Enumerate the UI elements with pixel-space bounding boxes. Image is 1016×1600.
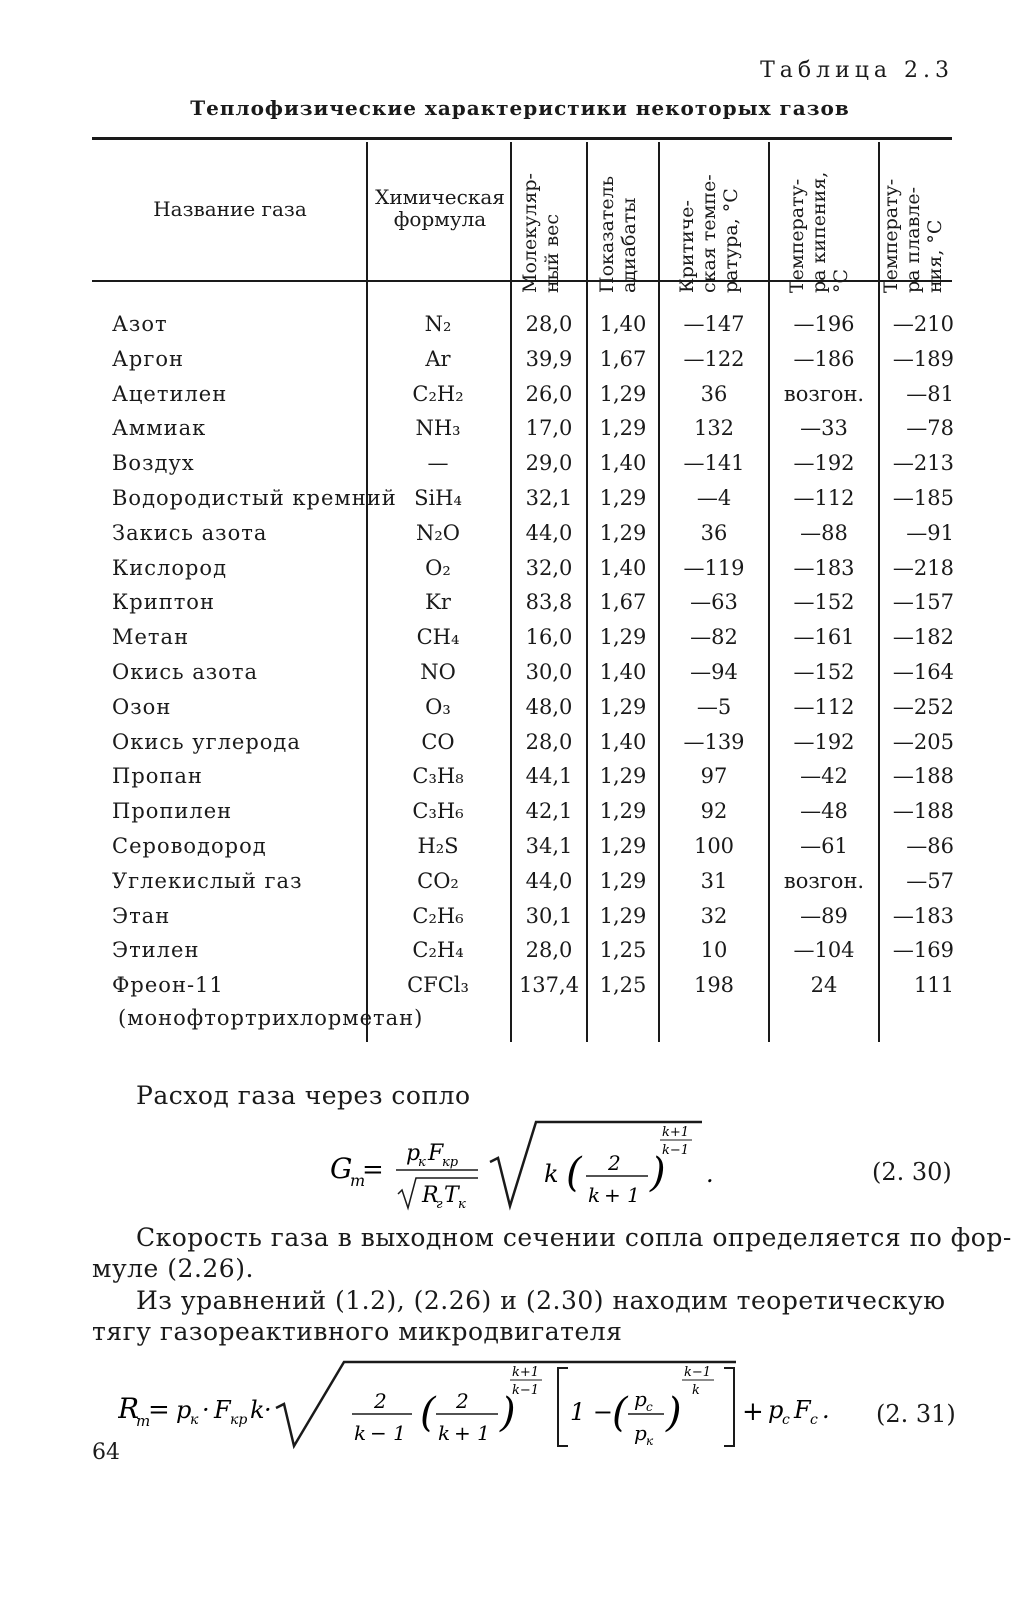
cell-k: 1,25 (599, 938, 647, 963)
svg-text:k: k (588, 1183, 601, 1207)
table-row (0, 556, 1016, 591)
cell-name: Этан (112, 903, 171, 928)
cell-crit: 32 (700, 903, 728, 928)
cell-melt: —188 (892, 799, 954, 824)
svg-text:T: T (444, 1183, 459, 1208)
table-row (0, 451, 1016, 486)
cell-formula: SiH₄ (414, 486, 462, 510)
cell-melt: —210 (892, 312, 954, 336)
cell-boil: —61 (800, 834, 848, 858)
svg-text:к: к (646, 1434, 654, 1448)
cell-mol: 44,0 (525, 520, 573, 545)
svg-text:F: F (214, 1396, 231, 1424)
cell-name: Криптон (112, 590, 215, 615)
cell-melt: —86 (906, 834, 954, 858)
svg-text:k: k (692, 1383, 700, 1398)
table-row (0, 521, 1016, 556)
cell-name: Метан (112, 625, 190, 650)
table-row (0, 695, 1016, 730)
cell-k: 1,67 (599, 346, 647, 371)
cell-crit: —147 (683, 312, 745, 336)
cell-name: Аммиак (112, 416, 207, 441)
cell-name: Этилен (112, 938, 200, 963)
cell-melt: —189 (892, 346, 954, 371)
cell-formula: C₂H₂ (412, 381, 464, 406)
svg-text:=: = (362, 1155, 384, 1185)
cell-boil: —161 (793, 625, 855, 650)
cell-boil: —112 (793, 486, 855, 510)
cell-mol: 30,0 (525, 660, 573, 684)
cell-boil: —152 (793, 590, 855, 615)
table-row (0, 382, 1016, 417)
svg-text:1 −: 1 − (570, 1398, 614, 1426)
table-row (0, 416, 1016, 451)
svg-text:(: ( (420, 1390, 436, 1436)
cell-mol: 32,0 (525, 555, 573, 580)
svg-text:G: G (330, 1152, 353, 1185)
cell-k: 1,29 (599, 520, 647, 545)
table-row (0, 660, 1016, 695)
cell-formula: N₂O (415, 520, 460, 545)
table-row (0, 486, 1016, 521)
svg-text:F: F (428, 1141, 444, 1166)
cell-mol: 39,9 (525, 346, 573, 371)
header-boil: Температу- ра кипения, °С (786, 171, 852, 293)
cell-k: 1,67 (599, 590, 647, 615)
cell-melt: —252 (892, 694, 954, 719)
cell-k: 1,29 (599, 834, 647, 858)
formula-2-30 (330, 1118, 730, 1218)
cell-name: Фреон-11 (112, 973, 224, 998)
header-name: Название газа (153, 197, 307, 221)
para-2-line-1: Скорость газа в выходном сечении сопла определяется по фор- (136, 1223, 1012, 1252)
cell-formula: O₃ (425, 694, 451, 719)
cell-formula: O₂ (425, 555, 451, 580)
cell-mol: 44,0 (525, 868, 573, 893)
cell-k: 1,29 (599, 694, 647, 719)
cell-boil: —186 (793, 346, 855, 371)
cell-name: Пропан (112, 764, 203, 789)
table-row (0, 799, 1016, 834)
svg-text:p: p (634, 1387, 647, 1411)
cell-name: Воздух (112, 451, 195, 476)
svg-text:k−1: k−1 (512, 1383, 540, 1398)
cell-name: Окись углерода (112, 729, 301, 754)
svg-text:.: . (822, 1396, 830, 1424)
cell-melt: —78 (906, 416, 954, 441)
table-title: Теплофизические характеристики некоторых газов (190, 96, 850, 120)
cell-formula: C₂H₄ (412, 938, 464, 963)
cell-crit: 36 (700, 381, 728, 406)
cell-k: 1,40 (599, 660, 647, 684)
formula-2-31 (118, 1356, 858, 1456)
cell-mol: 30,1 (525, 903, 573, 928)
cell-boil: возгон. (783, 868, 865, 893)
cell-crit: 31 (700, 868, 728, 893)
table-row (0, 834, 1016, 869)
cell-mol: 28,0 (525, 938, 573, 963)
cell-formula: Kr (425, 590, 451, 615)
cell-k: 1,29 (599, 416, 647, 441)
cell-melt: —213 (892, 451, 954, 476)
cell-melt: —164 (892, 660, 954, 684)
cell-mol: 32,1 (525, 486, 573, 510)
cell-mol: 48,0 (525, 694, 573, 719)
svg-text:k−1: k−1 (662, 1143, 690, 1158)
cell-k: 1,29 (599, 486, 647, 510)
para-2-line-2: муле (2.26). (92, 1254, 254, 1283)
svg-text:k+1: k+1 (662, 1125, 690, 1140)
cell-formula: NH₃ (415, 416, 461, 441)
cell-crit: —139 (683, 729, 745, 754)
cell-name: Озон (112, 694, 172, 719)
cell-melt: —205 (892, 729, 954, 754)
svg-text:k: k (250, 1396, 265, 1424)
svg-text:): ) (666, 1390, 682, 1436)
cell-boil: —192 (793, 451, 855, 476)
cell-k: 1,40 (599, 555, 647, 580)
svg-text:с: с (646, 1400, 653, 1414)
table-row (0, 869, 1016, 904)
svg-text:p: p (634, 1421, 647, 1445)
cell-mol: 29,0 (525, 451, 573, 476)
table-row (0, 625, 1016, 660)
svg-text:k: k (438, 1421, 451, 1445)
svg-text:·: · (264, 1396, 272, 1424)
svg-text:г: г (436, 1197, 443, 1212)
svg-text:k: k (354, 1421, 367, 1445)
cell-crit: —82 (690, 625, 738, 650)
svg-text:с: с (782, 1412, 790, 1428)
table-top-rule (92, 137, 952, 140)
equation-number-2-30: (2. 30) (872, 1158, 952, 1186)
table-row (0, 590, 1016, 625)
cell-mol: 44,1 (525, 764, 573, 789)
svg-text:): ) (650, 1150, 666, 1196)
table-row (0, 938, 1016, 973)
cell-mol: 42,1 (525, 799, 573, 824)
cell-k: 1,29 (599, 381, 647, 406)
svg-text:к: к (190, 1412, 199, 1428)
cell-boil: —48 (800, 799, 848, 824)
svg-text:т: т (350, 1171, 366, 1190)
page-number: 64 (92, 1440, 120, 1465)
cell-melt: —157 (892, 590, 954, 615)
svg-text:к: к (458, 1197, 466, 1212)
cell-k: 1,29 (599, 625, 647, 650)
cell-formula: C₃H₆ (412, 799, 464, 824)
cell-crit: —63 (690, 590, 738, 615)
cell-boil: —104 (793, 938, 855, 963)
para-3-line-1: Из уравнений (1.2), (2.26) и (2.30) находим теоретическую (136, 1286, 946, 1315)
cell-crit: 198 (693, 973, 735, 998)
table-row (0, 347, 1016, 382)
para-3-line-2: тягу газореактивного микродвигателя (92, 1317, 623, 1346)
cell-crit: 132 (693, 416, 735, 441)
table-row (0, 764, 1016, 799)
cell-crit: 36 (700, 520, 728, 545)
cell-crit: 92 (700, 799, 728, 824)
cell-melt: —182 (892, 625, 954, 650)
cell-mol: 26,0 (525, 381, 573, 406)
cell-formula: CH₄ (416, 625, 460, 650)
cell-formula: NO (420, 660, 456, 684)
svg-text:+ 1: + 1 (454, 1421, 490, 1445)
cell-boil: —42 (800, 764, 848, 789)
cell-mol: 34,1 (525, 834, 573, 858)
table-row (0, 312, 1016, 347)
svg-text:− 1: − 1 (370, 1421, 406, 1445)
table-row (0, 973, 1016, 1008)
equation-number-2-31: (2. 31) (876, 1400, 956, 1428)
svg-text:k: k (544, 1160, 559, 1188)
cell-formula: CO₂ (417, 868, 459, 893)
cell-melt: —81 (906, 381, 954, 406)
header-formula: Химическая формула (375, 185, 505, 231)
table-row (0, 904, 1016, 939)
svg-text:R: R (118, 1392, 140, 1425)
svg-text:F: F (794, 1396, 811, 1424)
cell-boil: —33 (800, 416, 848, 441)
cell-formula: CO (421, 729, 455, 754)
svg-text:2: 2 (456, 1389, 469, 1413)
cell-melt: —57 (906, 868, 954, 893)
cell-formula: Ar (425, 346, 451, 371)
cell-crit: —94 (690, 660, 738, 684)
cell-name: Сероводород (112, 834, 267, 858)
cell-crit: —5 (696, 694, 732, 719)
svg-text:кр: кр (442, 1155, 459, 1170)
svg-text:с: с (810, 1412, 818, 1428)
svg-text:=: = (148, 1395, 170, 1425)
cell-mol: 137,4 (518, 973, 580, 998)
svg-text:+ 1: + 1 (604, 1183, 640, 1207)
cell-boil: —112 (793, 694, 855, 719)
cell-mol: 28,0 (525, 729, 573, 754)
cell-melt: —169 (892, 938, 954, 963)
svg-text:т: т (136, 1412, 151, 1430)
svg-text:(: ( (612, 1390, 628, 1436)
formula-2-30-svg (330, 1118, 730, 1218)
cell-boil: —152 (793, 660, 855, 684)
cell-mol: 83,8 (525, 590, 573, 615)
cell-melt: —183 (892, 903, 954, 928)
cell-mol: 17,0 (525, 416, 573, 441)
cell-crit: —141 (683, 451, 745, 476)
svg-text:p: p (406, 1141, 421, 1166)
table-row (0, 730, 1016, 765)
cell-crit: 10 (700, 938, 728, 963)
cell-name: Углекислый газ (112, 868, 303, 893)
header-adiabat: Показатель адиабаты (596, 175, 640, 293)
cell-crit: —122 (683, 346, 745, 371)
cell-melt: 111 (913, 973, 954, 998)
cell-name: Водородистый кремний (112, 486, 397, 510)
cell-boil: —183 (793, 555, 855, 580)
formula-2-31-svg (118, 1356, 858, 1456)
svg-text:+: + (742, 1397, 764, 1427)
cell-mol: 28,0 (525, 312, 573, 336)
svg-text:к: к (418, 1155, 426, 1170)
cell-boil: —89 (800, 903, 848, 928)
cell-k: 1,40 (599, 451, 647, 476)
cell-k: 1,29 (599, 868, 647, 893)
cell-formula: C₃H₈ (412, 764, 464, 789)
svg-text:p: p (176, 1396, 192, 1424)
svg-text:): ) (500, 1390, 516, 1436)
header-melt: Температу- ра плавле- ния, °С (880, 178, 946, 293)
cell-name: Закись азота (112, 520, 268, 545)
cell-boil: —192 (793, 729, 855, 754)
cell-k: 1,29 (599, 799, 647, 824)
cell-k: 1,40 (599, 312, 647, 336)
cell-boil: возгон. (783, 381, 865, 406)
svg-text:·: · (202, 1396, 210, 1424)
header-mol: Молекуляр- ный вес (519, 173, 563, 293)
cell-melt: —188 (892, 764, 954, 789)
svg-text:(: ( (566, 1150, 582, 1196)
cell-boil: 24 (810, 973, 838, 998)
cell-k: 1,25 (599, 973, 647, 998)
cell-k: 1,40 (599, 729, 647, 754)
cell-k: 1,29 (599, 903, 647, 928)
cell-melt: —91 (906, 520, 954, 545)
cell-name: Пропилен (112, 799, 233, 824)
cell-name: Азот (112, 312, 168, 336)
para-1: Расход газа через сопло (136, 1081, 471, 1110)
svg-text:кр: кр (230, 1412, 248, 1428)
svg-text:2: 2 (608, 1151, 621, 1175)
cell-boil: —196 (793, 312, 855, 336)
cell-name: Ацетилен (112, 381, 228, 406)
svg-text:.: . (706, 1160, 714, 1188)
cell-melt: —185 (892, 486, 954, 510)
cell-boil: —88 (800, 520, 848, 545)
svg-text:p: p (768, 1396, 784, 1424)
table-label: Таблица 2.3 (760, 58, 954, 83)
svg-text:k+1: k+1 (512, 1365, 540, 1380)
cell-name: Кислород (112, 555, 228, 580)
freon-note: (монофтортрихлорметан) (118, 1006, 424, 1030)
cell-name: Аргон (112, 346, 184, 371)
cell-formula: H₂S (417, 834, 459, 858)
cell-crit: —4 (696, 486, 732, 510)
cell-name: Окись азота (112, 660, 258, 684)
cell-crit: —119 (683, 555, 745, 580)
header-crit: Критиче- ская темпе- ратура, °С (676, 174, 742, 293)
cell-formula: N₂ (424, 312, 452, 336)
svg-text:R: R (422, 1183, 439, 1208)
cell-crit: 100 (693, 834, 735, 858)
cell-formula: — (427, 451, 449, 476)
cell-formula: C₂H₆ (412, 903, 464, 928)
cell-crit: 97 (700, 764, 728, 789)
svg-text:k−1: k−1 (684, 1365, 712, 1380)
cell-k: 1,29 (599, 764, 647, 789)
svg-text:2: 2 (374, 1389, 387, 1413)
cell-melt: —218 (892, 555, 954, 580)
cell-mol: 16,0 (525, 625, 573, 650)
cell-formula: CFCl₃ (407, 973, 469, 998)
